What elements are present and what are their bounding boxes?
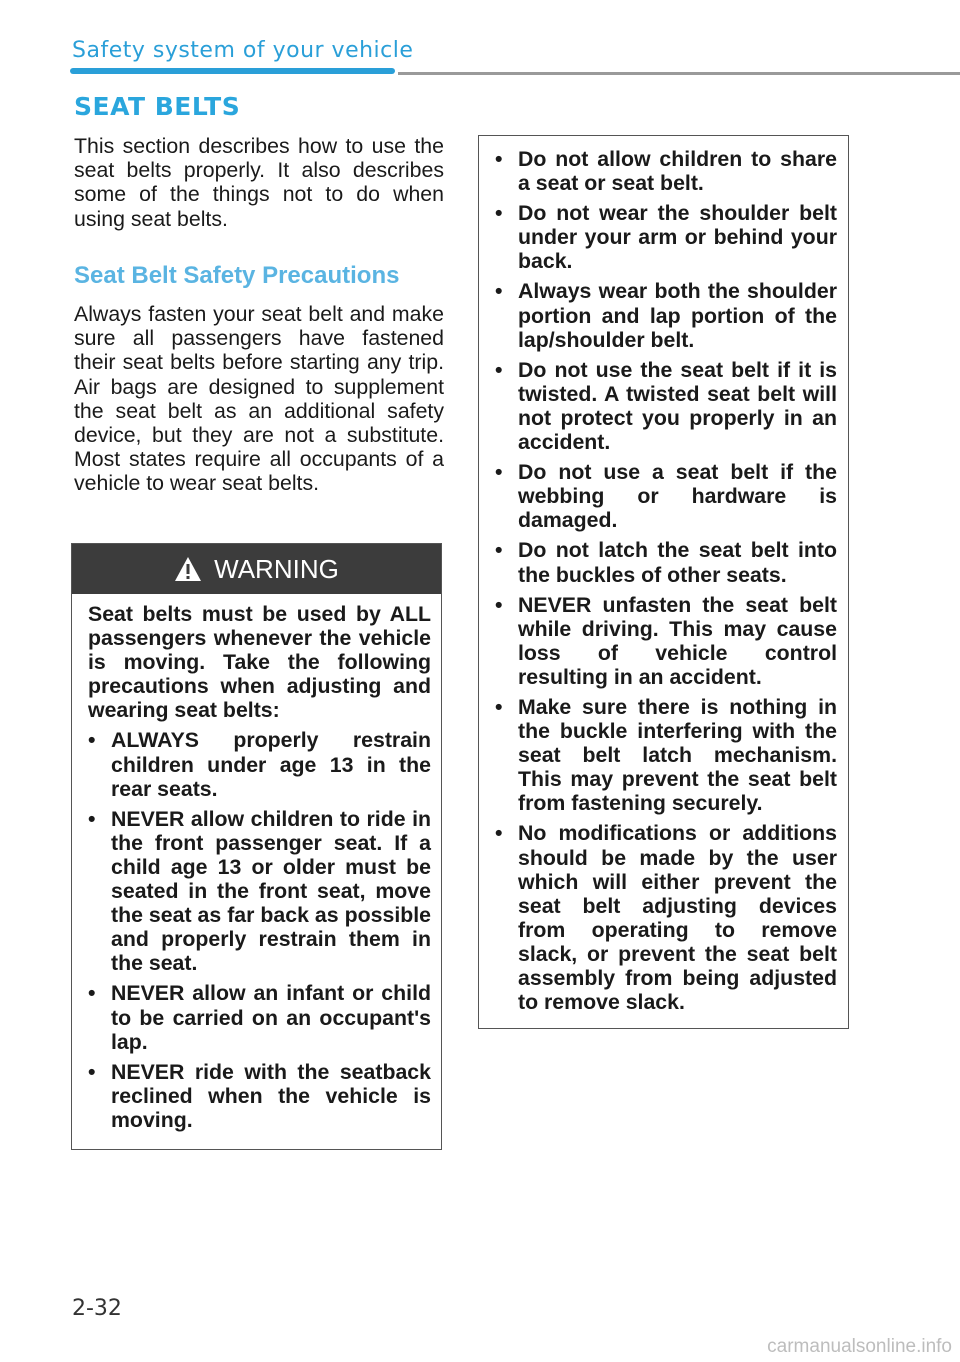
section-header-rule xyxy=(398,72,960,75)
bullet-icon: • xyxy=(495,821,503,846)
precautions-box xyxy=(478,135,849,1029)
warning-item xyxy=(88,1060,431,1132)
precaution-item-text: Do not latch the seat belt into the buckles of other seats. xyxy=(518,538,837,587)
precaution-item xyxy=(495,279,837,351)
warning-triangle-icon xyxy=(174,556,202,582)
precaution-item xyxy=(495,821,837,1014)
section-header-accent-bar xyxy=(70,68,395,74)
subheading-precautions: Seat Belt Safety Precautions xyxy=(74,262,400,289)
intro-paragraph: This section describes how to use the seat belts properly. It also describes some of the things not to do when using seat belts. xyxy=(74,134,444,231)
warning-box xyxy=(71,543,442,1150)
warning-lead: Seat belts must be used by ALL passengers whenever the vehicle is moving. Take the following precautions when adjusting and wearing seat belts: xyxy=(88,602,431,723)
warning-item xyxy=(88,728,431,800)
precaution-item-text: Do not wear the shoulder belt under your arm or behind your back. xyxy=(518,201,837,274)
section-header-title: Safety system of your vehicle xyxy=(72,38,414,63)
bullet-icon: • xyxy=(88,806,96,831)
precaution-item xyxy=(495,695,837,815)
bullet-icon: • xyxy=(495,201,503,226)
precaution-item-text: Do not allow children to share a seat or seat belt. xyxy=(518,147,837,196)
watermark-text: carmanualsonline.info xyxy=(767,1336,952,1357)
warning-item-text: NEVER ride with the seatback reclined when the vehicle is moving. xyxy=(111,1059,431,1132)
bullet-icon: • xyxy=(495,357,503,382)
page-heading: SEAT BELTS xyxy=(74,92,241,121)
precaution-item xyxy=(495,593,837,689)
precaution-item xyxy=(495,201,837,273)
warning-item-text: NEVER allow children to ride in the front passenger seat. If a child age 13 or older must be seated in the front seat, move the seat as far back as possible and properly restrain them in the seat. xyxy=(111,806,431,976)
bullet-icon: • xyxy=(88,1059,96,1084)
bullet-icon: • xyxy=(495,147,503,171)
precaution-item-text: Do not use a seat belt if the webbing or hardware is damaged. xyxy=(518,460,837,533)
warning-list xyxy=(88,728,431,1132)
warning-item-text: NEVER allow an infant or child to be carried on an occupant's lap. xyxy=(111,981,431,1054)
precaution-item-text: NEVER unfasten the seat belt while driving. This may cause loss of vehicle control resulting in an accident. xyxy=(518,592,837,689)
bullet-icon: • xyxy=(495,694,503,719)
bullet-icon: • xyxy=(495,279,503,304)
bullet-icon: • xyxy=(495,538,503,563)
precaution-item xyxy=(495,460,837,532)
precaution-item xyxy=(495,358,837,454)
page-number: 2-32 xyxy=(72,1296,122,1321)
precaution-item-text: Do not use the seat belt if it is twisted. A twisted seat belt will not protect you properly in an accident. xyxy=(518,357,837,455)
precaution-item-text: No modifications or additions should be made by the user which will either prevent the seat belt adjusting devices from operating to remove slack, or prevent the seat belt assembly from being adjusted to remove slack. xyxy=(518,821,837,1015)
warning-item-text: ALWAYS properly restrain children under age 13 in the rear seats. xyxy=(111,728,431,801)
precaution-item xyxy=(495,538,837,586)
precautions-list xyxy=(495,147,837,1014)
bullet-icon: • xyxy=(495,592,503,617)
bullet-icon: • xyxy=(88,728,96,753)
precaution-item-text: Always wear both the shoulder portion and lap portion of the lap/shoulder belt. xyxy=(518,279,837,352)
warning-title: WARNING xyxy=(214,553,339,584)
bullet-icon: • xyxy=(88,981,96,1006)
warning-item xyxy=(88,981,431,1053)
warning-title-bar xyxy=(72,544,441,594)
warning-item xyxy=(88,807,431,976)
bullet-icon: • xyxy=(495,460,503,485)
warning-body xyxy=(72,594,441,1132)
precaution-item-text: Make sure there is nothing in the buckle interfering with the seat belt latch mechanism. This may prevent the seat belt from fastening securely. xyxy=(518,694,837,816)
body-paragraph: Always fasten your seat belt and make sure all passengers have fastened their seat belts before starting any trip. Air bags are designed to supplement the seat belt as an additional safety device, but they are not a substitute. Most states require all occupants of a vehicle to wear seat belts. xyxy=(74,302,444,496)
precaution-item xyxy=(495,147,837,195)
